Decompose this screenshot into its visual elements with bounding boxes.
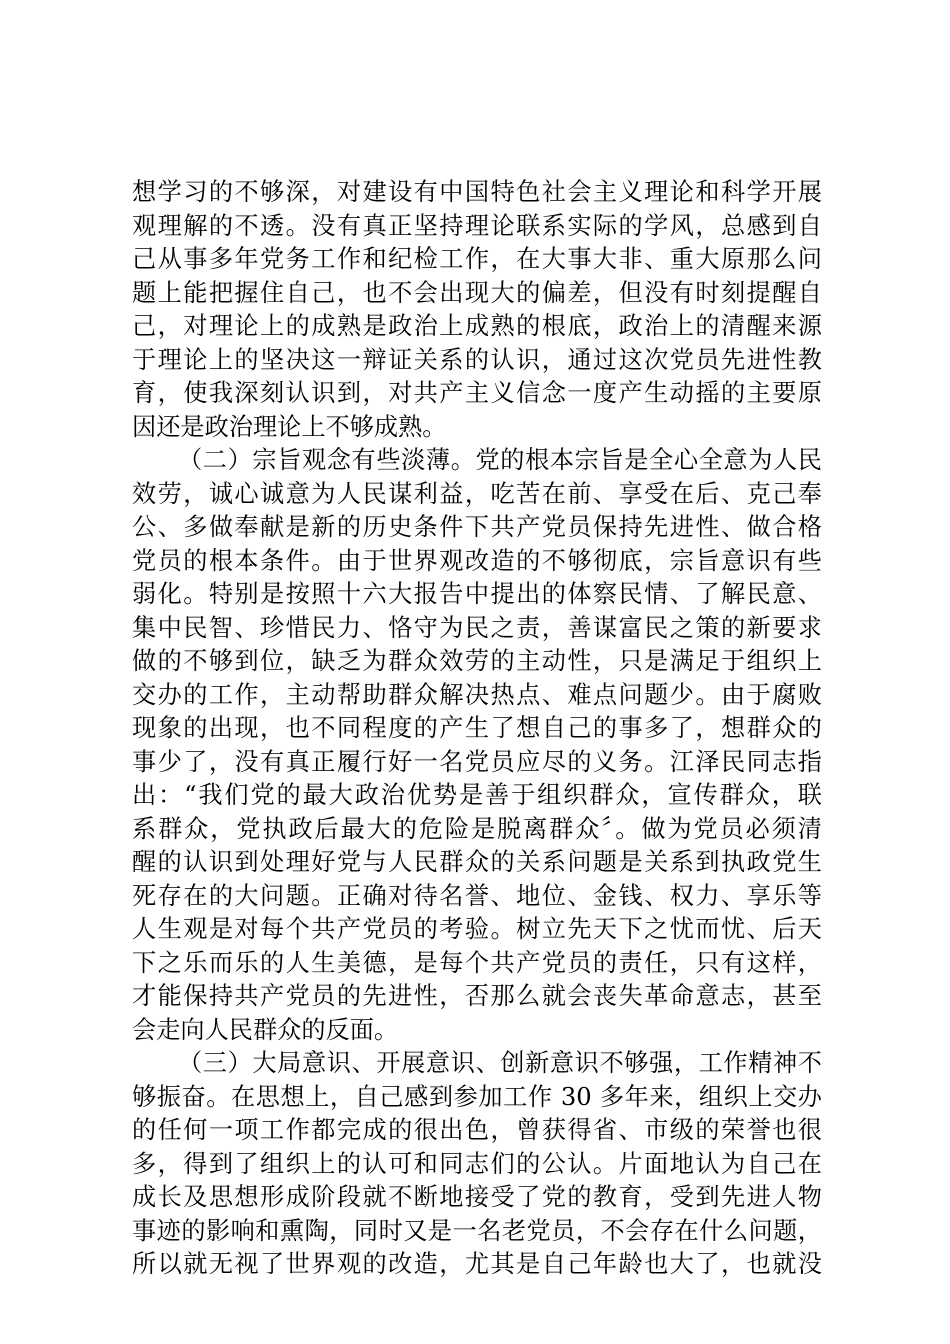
text-line: 育，使我深刻认识到，对共产主义信念一度产生动摇的主要原 [132,379,822,407]
text-line: 醒的认识到处理好党与人民群众的关系问题是关系到执政党生 [132,848,822,876]
text-line: 己从事多年党务工作和纪检工作，在大事大非、重大原那么问 [132,245,822,273]
text-line: 事迹的影响和熏陶，同时又是一名老党员，不会存在什么问题， [132,1216,822,1245]
text-line: 多，得到了组织上的认可和同志们的公认。片面地认为自己在 [132,1149,822,1178]
text-line: 所以就无视了世界观的改造，尤其是自己年龄也大了，也就没 [132,1250,822,1278]
text-line: 事少了，没有真正履行好一名党员应尽的义务。江泽民同志指 [132,747,822,776]
text-line: 够振奋。在思想上，自己感到参加工作 30 多年来，组织上交办 [132,1082,822,1111]
text-line: 才能保持共产党员的先进性，否那么就会丧失革命意志，甚至 [132,982,822,1010]
text-line: 集中民智、珍惜民力、恪守为民之责，善谋富民之策的新要求 [132,613,822,642]
text-line: 想学习的不够深，对建设有中国特色社会主义理论和科学开展 [132,178,822,206]
text-line: 人生观是对每个共产党员的考验。树立先天下之忧而忧、后天 [132,915,822,943]
text-line: 死存在的大问题。正确对待名誉、地位、金钱、权力、享乐等 [132,881,822,910]
text-line: 弱化。特别是按照十六大报告中提出的体察民情、了解民意、 [132,580,822,608]
text-line: 于理论上的坚决这一辩证关系的认识，通过这次党员先进性教 [132,345,822,374]
text-line: 做的不够到位，缺乏为群众效劳的主动性，只是满足于组织上 [132,647,822,675]
text-line: 观理解的不透。没有真正坚持理论联系实际的学风，总感到自 [132,211,822,240]
text-line: 系群众，党执政后最大的危险是脱离群众〞。做为党员必须清 [132,814,822,843]
text-line: 成长及思想形成阶段就不断地接受了党的教育，受到先进人物 [132,1183,822,1211]
body-text [132,176,822,1282]
text-line: 题上能把握住自己，也不会出现大的偏差，但没有时刻提醒自 [132,278,822,307]
text-line: 己，对理论上的成熟是政治上成熟的根底，政治上的清醒来源 [132,312,822,340]
text-line: 交办的工作，主动帮助群众解决热点、难点问题少。由于腐败 [132,680,822,709]
text-line: 的任何一项工作都完成的很出色，曾获得省、市级的荣誉也很 [132,1116,822,1144]
text-line: 党员的根本条件。由于世界观改造的不够彻底，宗旨意识有些 [132,546,822,575]
text-line: 下之乐而乐的人生美德，是每个共产党员的责任，只有这样， [132,948,822,977]
text-line: 会走向人民群众的反面。 [132,1015,399,1044]
paragraph-first-line: （三）大局意识、开展意识、创新意识不够强，工作精神不 [178,1049,822,1077]
text-line: 公、多做奉献是新的历史条件下共产党员保持先进性、做合格 [132,513,822,541]
paragraph-first-line: （二）宗旨观念有些淡薄。党的根本宗旨是全心全意为人民 [178,446,822,474]
text-line: 现象的出现，也不同程度的产生了想自己的事多了，想群众的 [132,714,822,742]
text-line: 效劳，诚心诚意为人民谋利益，吃苦在前、享受在后、克己奉 [132,479,822,508]
text-line: 出：“我们党的最大政治优势是善于组织群众，宣传群众，联 [132,781,822,809]
text-line: 因还是政治理论上不够成熟。 [132,412,447,441]
